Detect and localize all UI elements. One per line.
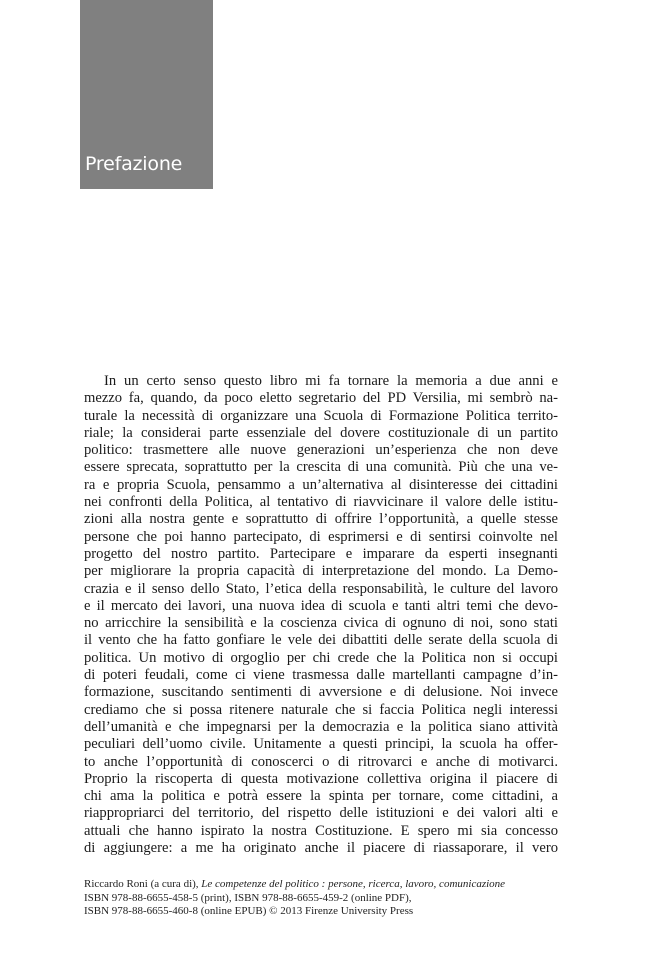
text-line: attuali che hanno ispirato la nostra Costituzione. E spero mi sia concesso: [84, 822, 558, 839]
body-text: [84, 373, 558, 857]
chapter-tab: [80, 0, 213, 189]
text-line: politico: trasmettere alle nuove generazioni un’esperienza che non deve: [84, 442, 558, 459]
text-line: nei confronti della Politica, al tentativo di riavvicinare il valore delle istitu-: [84, 494, 558, 511]
text-line: dell’umanità e che impegnarsi per la democrazia e la politica siano attività: [84, 718, 558, 735]
text-line: formazione, suscitando sentimenti di avversione e di delusione. Noi invece: [84, 684, 558, 701]
footer-citation: [84, 878, 584, 919]
text-line: persone che poi hanno partecipato, di esprimersi e di sentirsi coinvolte nel: [84, 528, 558, 545]
citation-title: Le competenze del politico : persone, ricerca, lavoro, comunicazione: [201, 878, 506, 890]
chapter-title: Prefazione: [85, 153, 183, 175]
isbn-line: ISBN 978-88-6655-460-8 (online EPUB) © 2013 Firenze University Press: [84, 905, 414, 918]
text-line: crazia e il senso dello Stato, l’etica della responsabilità, le culture del lavoro: [84, 580, 558, 597]
text-line: to anche l’opportunità di conoscerci o di ritrovarci e anche di motivarci.: [84, 753, 558, 770]
text-line: ra e propria Scuola, pensammo a un’alternativa al disinteresse dei cittadini: [84, 476, 558, 493]
citation-line: [84, 878, 584, 892]
text-line: di poteri feudali, come ci viene trasmessa dalle martellanti campagne d’in-: [84, 667, 558, 684]
text-line: il vento che ha fatto gonfiare le vele dei dibattiti delle serate della scuola di: [84, 632, 558, 649]
text-line: progetto del nostro partito. Partecipare e imparare da esperti insegnanti: [84, 545, 558, 562]
text-line: essere sprecata, soprattutto per la crescita di una comunità. Più che una ve-: [84, 459, 558, 476]
text-line: riale; la considerai parte essenziale del dovere costituzionale di un partito: [84, 424, 558, 441]
text-line: crediamo che si possa ritenere naturale che si faccia Politica negli interessi: [84, 701, 558, 718]
text-line: turale la necessità di organizzare una Scuola di Formazione Politica territo-: [84, 407, 558, 424]
isbn-line: ISBN 978-88-6655-458-5 (print), ISBN 978-88-6655-459-2 (online PDF),: [84, 891, 412, 904]
text-line: peculiari dell’uomo civile. Unitamente a questi principi, la scuola ha offer-: [84, 736, 558, 753]
text-line: zioni alla nostra gente e soprattutto di offrire l’opportunità, a quelle stesse: [84, 511, 558, 528]
text-line: In un certo senso questo libro mi fa tornare la memoria a due anni e: [104, 373, 558, 389]
text-line: mezzo fa, quando, da poco eletto segretario del PD Versilia, mi sembrò na-: [84, 390, 558, 407]
text-line: no arricchire la sensibilità e la coscienza civica di ognuno di noi, sono stati: [84, 615, 558, 632]
text-line: di aggiungere: a me ha originato anche il piacere di riassaporare, il vero: [84, 840, 558, 857]
text-line: politica. Un motivo di orgoglio per chi crede che la Politica non si occupi: [84, 649, 558, 666]
text-line: Proprio la riscoperta di questa motivazione collettiva origina il piacere di: [84, 770, 558, 787]
text-line: per migliorare la propria capacità di interpretazione del mondo. La Demo-: [84, 563, 558, 580]
citation-author: Riccardo Roni (a cura di),: [84, 878, 202, 890]
text-line: chi ama la politica e potrà essere la spinta per tornare, come cittadini, a: [84, 788, 558, 805]
text-line: riappropriarci del territorio, del rispetto delle istituzioni e dei valori alti e: [84, 805, 558, 822]
text-line: e il mercato dei lavori, una nuova idea di scuola e tanti altri temi che devo-: [84, 597, 558, 614]
